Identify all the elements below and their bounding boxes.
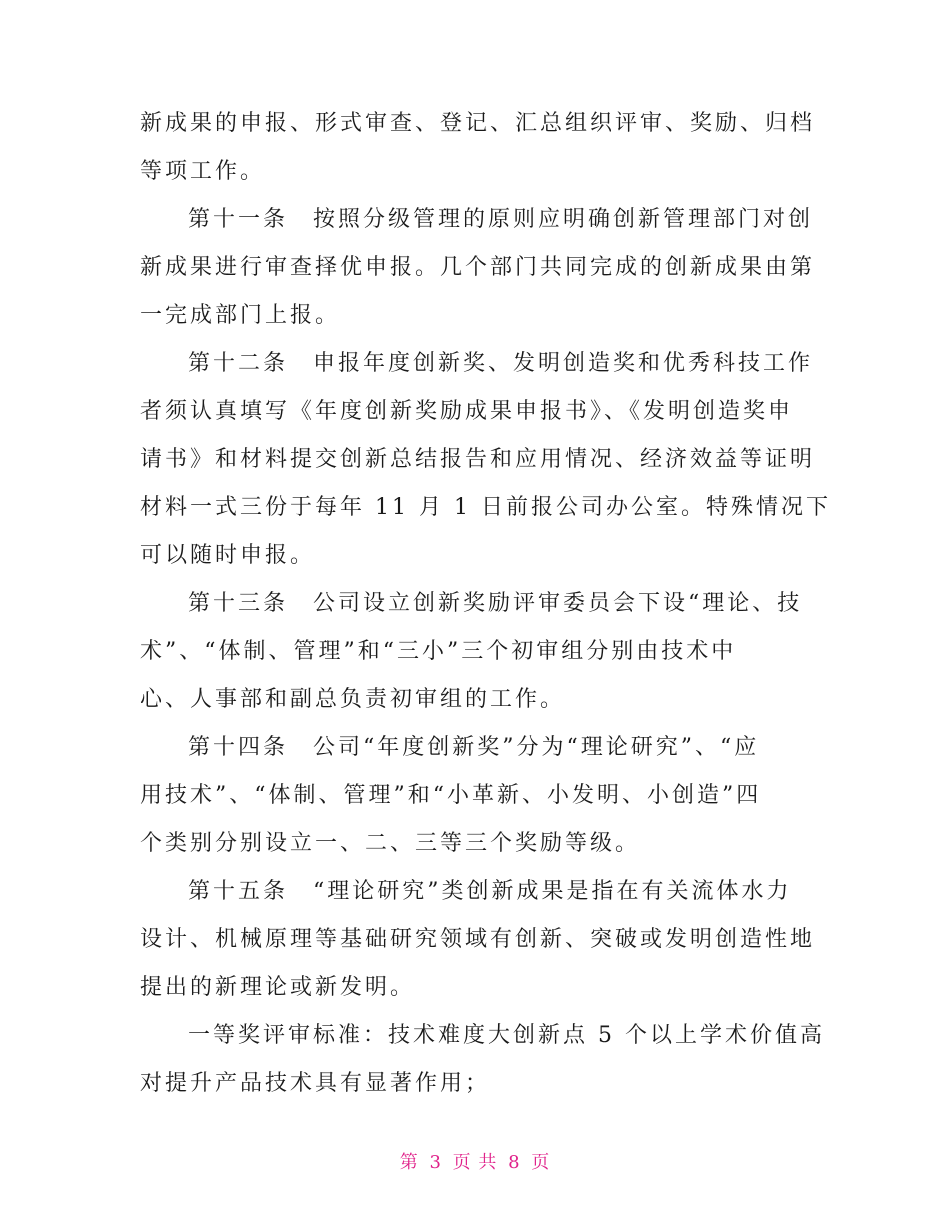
text-line: 个类别分别设立一、二、三等三个奖励等级。: [140, 831, 641, 856]
text-line: 第十一条 按照分级管理的原则应明确创新管理部门对创: [188, 207, 814, 232]
paragraph-continuation: [140, 100, 820, 196]
text-line: 第十三条 公司设立创新奖励评审委员会下设“理论、技: [188, 591, 803, 616]
paragraph-article-14: [140, 724, 820, 868]
current-page-number: 3: [429, 1152, 442, 1173]
text-line: 一完成部门上报。: [140, 303, 341, 328]
text-line: 第十四条 公司“年度创新奖”分为“理论研究”、“应: [188, 735, 760, 760]
text-line: 术”、“体制、管理”和“三小”三个初审组分别由技术中: [140, 639, 737, 664]
paragraph-first-prize-criteria: [140, 1012, 825, 1108]
footer-suffix: 页: [531, 1152, 551, 1173]
paragraph-article-15: [140, 868, 820, 1012]
text-line: 新成果的申报、形式审查、登记、汇总组织评审、奖励、归档: [140, 111, 816, 136]
footer-prefix: 第: [399, 1152, 419, 1173]
page-footer: [0, 1148, 950, 1174]
total-pages-number: 8: [508, 1152, 521, 1173]
text-line: 者须认真填写《年度创新奖励成果申报书》、《发明创造奖申: [140, 399, 794, 424]
text-line: 对提升产品技术具有显著作用；: [140, 1071, 491, 1096]
footer-middle: 页 共: [452, 1152, 498, 1173]
text-line: 新成果进行审查择优申报。几个部门共同完成的创新成果由第: [140, 255, 816, 280]
text-line: 提出的新理论或新发明。: [140, 975, 416, 1000]
text-line: 第十五条 “理论研究”类创新成果是指在有关流体水力: [188, 879, 792, 904]
text-line: 请书》和材料提交创新总结报告和应用情况、经济效益等证明: [140, 447, 816, 472]
text-line: 用技术”、“体制、管理”和“小革新、小发明、小创造”四: [140, 783, 762, 808]
text-line: 第十二条 申报年度创新奖、发明创造奖和优秀科技工作: [188, 351, 814, 376]
text-line: 材料一式三份于每年 11 月 1 日前报公司办公室。特殊情况下: [140, 495, 831, 520]
text-line: 心、人事部和副总负责初审组的工作。: [140, 687, 566, 712]
text-line: 一等奖评审标准：技术难度大创新点 5 个以上学术价值高: [188, 1023, 825, 1048]
document-body: [140, 100, 831, 1108]
text-line: 设计、机械原理等基础研究领域有创新、突破或发明创造性地: [140, 927, 816, 952]
paragraph-article-11: [140, 196, 820, 340]
text-line: 等项工作。: [140, 159, 266, 184]
paragraph-article-12: [140, 340, 831, 580]
paragraph-article-13: [140, 580, 820, 724]
text-line: 可以随时申报。: [140, 543, 316, 568]
